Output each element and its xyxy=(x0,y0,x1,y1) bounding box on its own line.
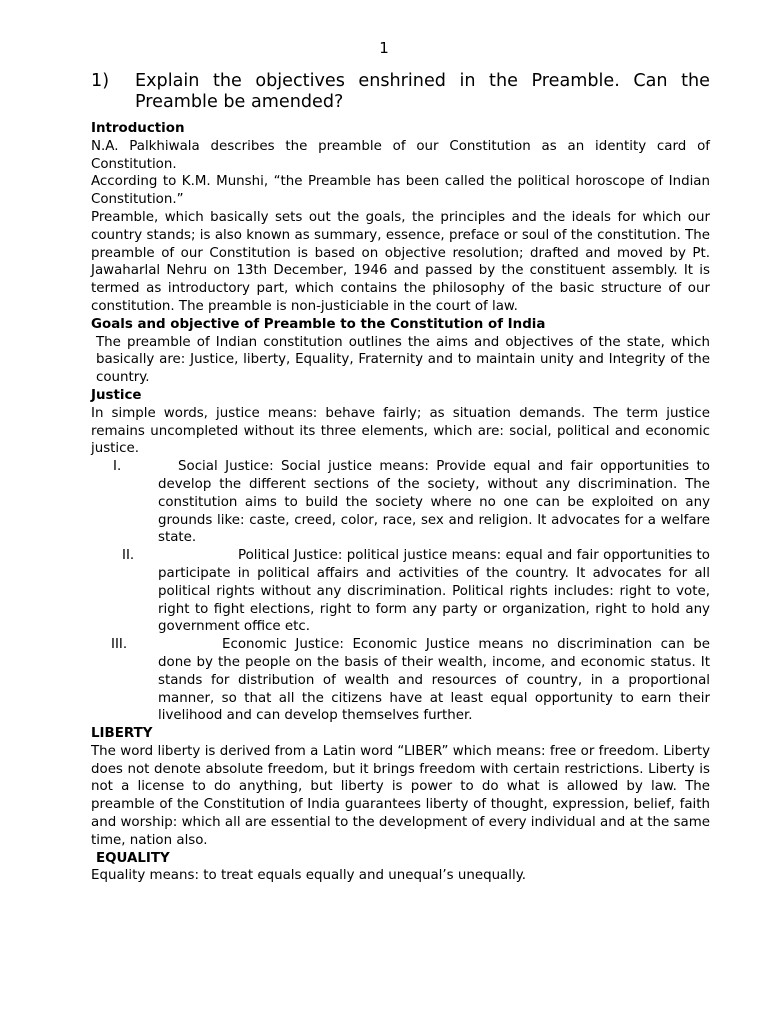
liberty-heading: LIBERTY xyxy=(91,726,153,742)
equality-heading: EQUALITY xyxy=(96,850,170,866)
list-numeral: I. xyxy=(113,459,122,475)
introduction-paragraph-1: N.A. Palkhiwala describes the preamble of our Constitution as an identity card of Constitution. xyxy=(91,138,710,172)
document-body xyxy=(91,120,710,885)
justice-item-political xyxy=(91,547,710,636)
justice-item-social xyxy=(91,458,710,547)
page-number: 1 xyxy=(379,39,389,57)
list-numeral: III. xyxy=(111,637,128,653)
justice-item-economic xyxy=(91,636,710,725)
list-item-text: Social Justice: Social justice means: Provide equal and fair opportunities to develop the different sections of the society, without any discrimination. The constitution aims to build the society where no one can be exploited on any grounds like: caste, creed, color, race, sex and religion. It advocates for a welfare state. xyxy=(158,459,710,546)
question-number: 1) xyxy=(91,71,110,91)
justice-heading: Justice xyxy=(91,387,142,403)
introduction-heading: Introduction xyxy=(91,121,185,136)
list-item-text: Economic Justice: Economic Justice means no discrimination can be done by the people on the basis of their wealth, income, and economic status. It stands for distribution of wealth and resources of country, in a proportional manner, so that all the citizens have at least equal opportunity to earn their livelihood and can develop themselves further. xyxy=(158,637,710,724)
equality-paragraph: Equality means: to treat equals equally and unequal’s unequally. xyxy=(91,868,526,884)
question-heading xyxy=(91,71,710,113)
list-numeral: II. xyxy=(122,548,135,564)
introduction-paragraph-3: Preamble, which basically sets out the goals, the principles and the ideals for which our country stands; is also known as summary, essence, preface or soul of the constitution. The preamble of our Constitution is based on objective resolution; drafted and moved by Pt. Jawaharlal Nehru on 13th December, 1946 and passed by the constituent assembly. It is termed as introductory part, which contains the philosophy of the basic structure of our constitution. The preamble is non-justiciable in the court of law. xyxy=(91,209,710,314)
liberty-paragraph: The word liberty is derived from a Latin word “LIBER” which means: free or freedom. Liberty does not denote absolute freedom, but it brings freedom with certain restrictions. Liberty is not a license to do anything, but liberty is power to do what is allowed by law. The preamble of the Constitution of India guarantees liberty of thought, expression, belief, faith and worship: which all are essential to the development of every individual and at the same time, nation also. xyxy=(91,743,710,848)
question-text: Explain the objectives enshrined in the Preamble. Can the Preamble be amended? xyxy=(135,71,710,112)
justice-paragraph: In simple words, justice means: behave fairly; as situation demands. The term justice remains uncompleted without its three elements, which are: social, political and economic justice. xyxy=(91,405,710,457)
goals-paragraph: The preamble of Indian constitution outlines the aims and objectives of the state, which basically are: Justice, liberty, Equality, Fraternity and to maintain unity and Integrity of the country. xyxy=(96,334,710,386)
list-item-text: Political Justice: political justice means: equal and fair opportunities to participate in political affairs and activities of the country. It advocates for all political rights without any discrimination. Political rights includes: right to vote, right to fight elections, right to form any party or organization, right to hold any government office etc. xyxy=(158,548,710,635)
goals-heading: Goals and objective of Preamble to the Constitution of India xyxy=(91,316,546,332)
introduction-paragraph-2: According to K.M. Munshi, “the Preamble has been called the political horoscope of Indian Constitution.” xyxy=(91,174,710,208)
